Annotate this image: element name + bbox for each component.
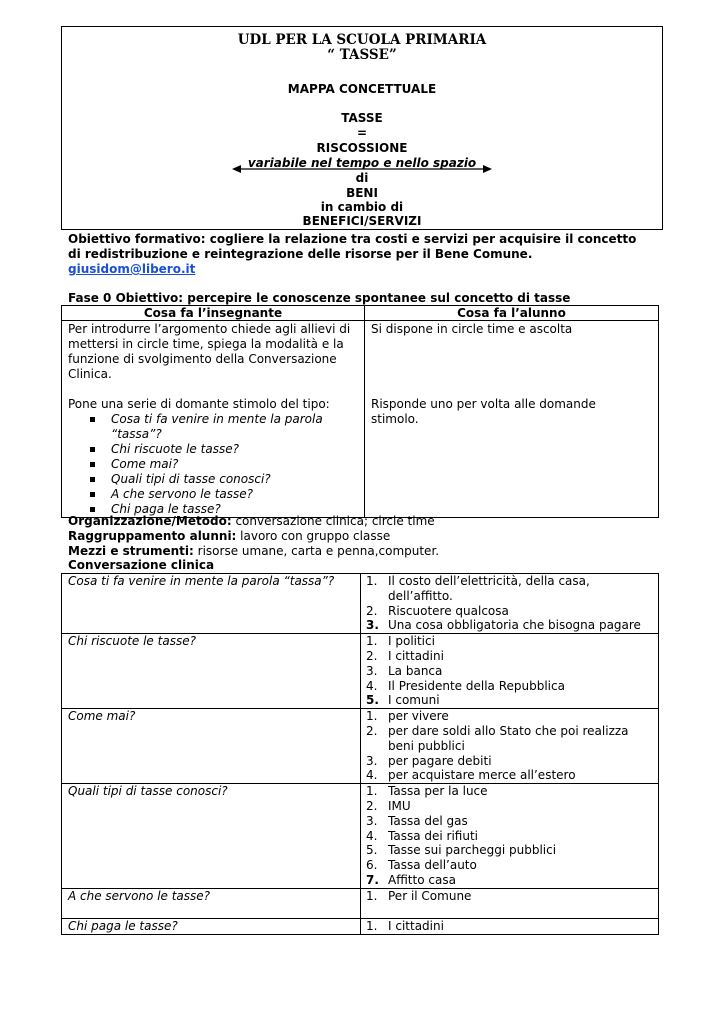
- conversation-row: [62, 918, 659, 934]
- document-title: UDL PER LA SCUOLA PRIMARIA: [237, 32, 487, 48]
- answer-number: 4.: [366, 768, 378, 783]
- bullet-square-icon: [90, 492, 95, 497]
- teacher-paragraph-2: Pone una serie di domante stimolo del tipo:: [68, 397, 330, 411]
- student-cell: [365, 321, 659, 518]
- concept-beni: BENI: [346, 186, 378, 200]
- teacher-text-line: funzione di svolgimento della Conversazione: [68, 352, 337, 366]
- answer-item: [361, 693, 658, 708]
- answer-number: 4.: [366, 678, 378, 693]
- answer-item: [361, 799, 658, 814]
- answer-text: beni pubblici: [388, 738, 465, 753]
- concept-equals: =: [356, 126, 368, 140]
- conversation-question: Chi paga le tasse?: [62, 918, 361, 934]
- answer-text: Il Presidente della Repubblica: [388, 678, 565, 693]
- conversation-table: [61, 573, 659, 935]
- conversation-answers: [361, 574, 659, 634]
- answer-number: 2.: [366, 648, 378, 663]
- conversation-title: Conversazione clinica: [68, 558, 215, 572]
- answer-number: 6.: [366, 858, 378, 873]
- objective-line-1: Obiettivo formativo: cogliere la relazione tra costi e servizi per acquisire il concetto: [68, 232, 637, 246]
- tools-label: Mezzi e strumenti:: [68, 544, 194, 558]
- grouping-label: Raggruppamento alunni:: [68, 529, 237, 543]
- answer-text: Il costo dell’elettricità, della casa,: [388, 574, 590, 588]
- bullet-square-icon: [90, 462, 95, 467]
- conversation-question: Come mai?: [62, 709, 361, 784]
- answer-text: Tassa dell’auto: [388, 858, 477, 873]
- conversation-row: [62, 709, 659, 784]
- stimulus-question: [68, 487, 364, 502]
- stimulus-question: [68, 472, 364, 487]
- answer-text: Affitto casa: [388, 872, 456, 887]
- answer-number: 1.: [366, 574, 378, 588]
- answer-item: [361, 634, 658, 649]
- concept-tasse: TASSE: [341, 111, 383, 125]
- bullet-square-icon: [90, 447, 95, 452]
- teacher-column-header: Cosa fa l’insegnante: [62, 306, 365, 321]
- answer-text: per vivere: [388, 709, 449, 724]
- answer-item: [361, 873, 658, 888]
- answer-item: [361, 724, 658, 739]
- conversation-row: [62, 784, 659, 889]
- conversation-answers: [361, 888, 659, 918]
- answer-item: [361, 664, 658, 679]
- answer-number: 2.: [366, 798, 378, 813]
- answer-text: I comuni: [388, 693, 440, 708]
- answer-text: per pagare debiti: [388, 753, 492, 768]
- teacher-text-line: mettersi in circle time, spiega la modalità e la: [68, 337, 344, 351]
- answer-item: [361, 618, 658, 633]
- answer-text: dell’affitto.: [388, 588, 453, 603]
- email-link[interactable]: giusidom@libero.it: [68, 262, 196, 276]
- answer-number: 2.: [366, 603, 378, 618]
- bullet-square-icon: [90, 477, 95, 482]
- question-text: Chi paga le tasse?: [111, 502, 221, 516]
- concept-riscossione: RISCOSSIONE: [316, 141, 408, 155]
- answer-number: 3.: [366, 813, 378, 828]
- answer-text: I cittadini: [388, 648, 444, 663]
- email-line: [68, 262, 195, 276]
- answer-text: Tassa per la luce: [388, 784, 488, 799]
- conversation-answers: [361, 709, 659, 784]
- answer-text: Tasse sui parcheggi pubblici: [388, 843, 557, 858]
- answer-number: 1.: [366, 709, 378, 724]
- answer-text: Per il Comune: [388, 888, 472, 903]
- student-text-line: stimolo.: [371, 412, 419, 426]
- tools-line: [68, 544, 439, 558]
- bullet-square-icon: [90, 417, 95, 422]
- question-text: “tassa”?: [111, 427, 162, 441]
- question-text: Come mai?: [111, 457, 179, 471]
- answer-item: [361, 649, 658, 664]
- student-column-header: Cosa fa l’alunno: [365, 306, 659, 321]
- answer-item: [361, 679, 658, 694]
- answer-number: 5.: [366, 693, 379, 708]
- tools-value: risorse umane, carta e penna,computer.: [193, 544, 440, 558]
- answer-text: Una cosa obbligatoria che bisogna pagare: [388, 618, 641, 633]
- objective-line-2: di redistribuzione e reintegrazione delle risorse per il Bene Comune.: [68, 247, 533, 261]
- answer-item: [361, 768, 658, 783]
- stimulus-question: [68, 427, 364, 442]
- answer-text: La banca: [388, 663, 443, 678]
- student-text-line: Risponde uno per volta alle domande: [371, 397, 596, 411]
- answer-text: IMU: [388, 798, 411, 813]
- stimulus-question: [68, 442, 364, 457]
- fase0-table: [61, 305, 659, 518]
- document-subtitle: “ TASSE”: [327, 47, 397, 63]
- answer-item: [361, 919, 658, 934]
- answer-item: [361, 589, 658, 604]
- conversation-answers: [361, 784, 659, 889]
- teacher-cell: [62, 321, 365, 518]
- organization-label: Organizzazione/Metodo:: [68, 514, 232, 528]
- grouping-line: [68, 529, 390, 543]
- concept-map-heading: MAPPA CONCETTUALE: [287, 82, 437, 96]
- answer-item: [361, 889, 658, 904]
- answer-text: I cittadini: [388, 918, 444, 933]
- answer-text: I politici: [388, 634, 435, 649]
- student-paragraph-2: [371, 397, 658, 427]
- question-text: Quali tipi di tasse conosci?: [111, 472, 271, 486]
- answer-number: 5.: [366, 843, 378, 858]
- conversation-row: [62, 634, 659, 709]
- answer-item: [361, 709, 658, 724]
- stimulus-question-list: [68, 412, 364, 517]
- answer-item: [361, 858, 658, 873]
- answer-number: 7.: [366, 872, 379, 887]
- fase0-title: Fase 0 Obiettivo: percepire le conoscenze spontanee sul concetto di tasse: [68, 291, 571, 305]
- answer-text: Tassa dei rifiuti: [388, 828, 478, 843]
- answer-number: 3.: [366, 663, 378, 678]
- teacher-paragraph-1: [68, 322, 364, 382]
- stimulus-question: [68, 457, 364, 472]
- answer-text: per dare soldi allo Stato che poi realizza: [388, 723, 629, 738]
- answer-number: 4.: [366, 828, 378, 843]
- answer-number: 1.: [366, 888, 378, 903]
- answer-number: 1.: [366, 634, 378, 649]
- concept-map-box: [61, 26, 663, 230]
- answer-item: [361, 574, 658, 589]
- answer-number: 3.: [366, 753, 378, 768]
- answer-text: Riscuotere qualcosa: [388, 603, 509, 618]
- conversation-question: Chi riscuote le tasse?: [62, 634, 361, 709]
- concept-in-cambio: in cambio di: [320, 200, 404, 214]
- answer-item: [361, 829, 658, 844]
- answer-item: [361, 739, 658, 754]
- answer-item: [361, 814, 658, 829]
- answer-item: [361, 843, 658, 858]
- concept-variabile: variabile nel tempo e nello spazio: [247, 156, 477, 170]
- answer-number: 2.: [366, 723, 378, 738]
- question-text: Chi riscuote le tasse?: [111, 442, 239, 456]
- question-text: A che servono le tasse?: [111, 487, 254, 501]
- teacher-text-line: Clinica.: [68, 367, 112, 381]
- teacher-text-line: Per introdurre l’argomento chiede agli allievi di: [68, 322, 351, 336]
- answer-item: [361, 604, 658, 619]
- conversation-row: [62, 888, 659, 918]
- stimulus-question: [68, 412, 364, 427]
- conversation-answers: [361, 634, 659, 709]
- answer-number: 1.: [366, 918, 378, 933]
- answer-text: Tassa del gas: [388, 813, 468, 828]
- bullet-square-icon: [90, 507, 95, 512]
- answer-text: per acquistare merce all’estero: [388, 768, 576, 783]
- organization-value: conversazione clinica; circle time: [231, 514, 435, 528]
- grouping-value: lavoro con gruppo classe: [236, 529, 391, 543]
- answer-item: [361, 754, 658, 769]
- answer-number: 1.: [366, 784, 378, 799]
- conversation-row: [62, 574, 659, 634]
- conversation-question: A che servono le tasse?: [62, 888, 361, 918]
- answer-item: [361, 784, 658, 799]
- answer-number: 3.: [366, 618, 379, 633]
- conversation-question: Quali tipi di tasse conosci?: [62, 784, 361, 889]
- concept-di: di: [355, 171, 369, 185]
- student-paragraph-1: Si dispone in circle time e ascolta: [371, 322, 573, 336]
- question-text: Cosa ti fa venire in mente la parola: [111, 412, 323, 426]
- organization-line: [68, 514, 435, 528]
- conversation-answers: [361, 918, 659, 934]
- concept-benefici: BENEFICI/SERVIZI: [302, 214, 422, 228]
- conversation-question: Cosa ti fa venire in mente la parola “tassa”?: [62, 574, 361, 634]
